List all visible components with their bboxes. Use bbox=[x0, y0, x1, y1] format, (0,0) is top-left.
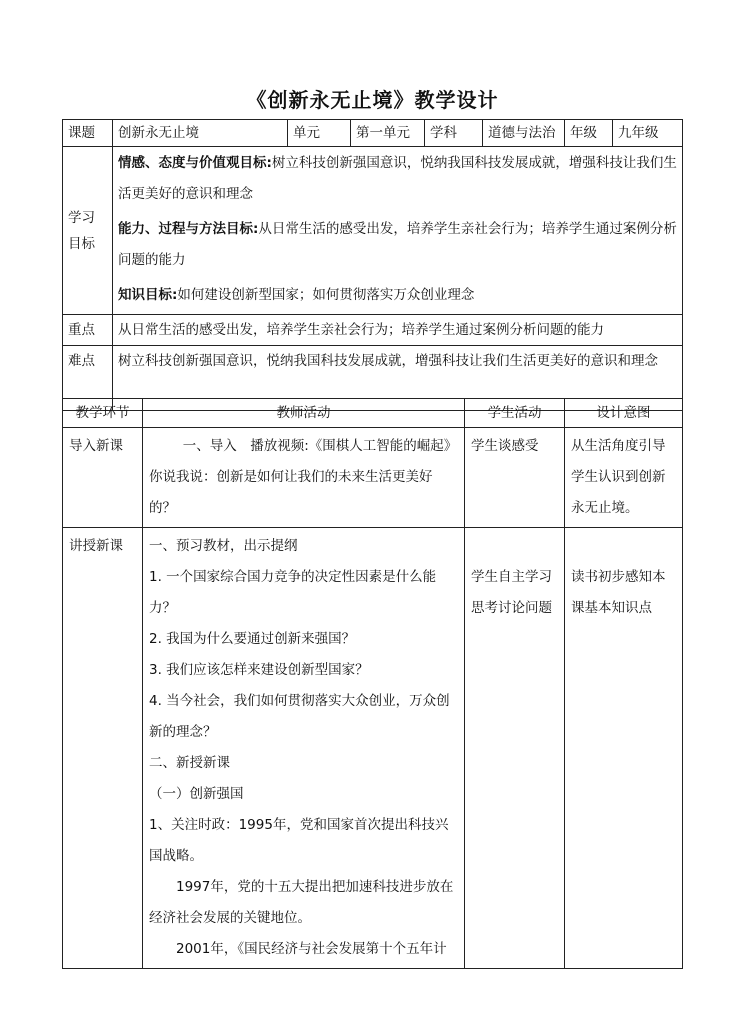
lesson-info-table bbox=[62, 119, 683, 411]
lesson-value: 创新永无止境 bbox=[113, 120, 288, 147]
goal-text-knowledge: 如何建设创新型国家；如何贯彻落实万众创业理念 bbox=[177, 287, 475, 303]
grade-label: 年级 bbox=[565, 120, 613, 147]
lesson-header-row bbox=[63, 120, 683, 147]
goal-key-ability: 能力、过程与方法目标: bbox=[118, 221, 259, 237]
teacher-line: 2001年，《国民经济与社会发展第十个五年计 bbox=[176, 941, 447, 957]
subject-value: 道德与法治 bbox=[483, 120, 565, 147]
goal-item-ability bbox=[118, 214, 677, 276]
new-lesson-stage: 讲授新课 bbox=[63, 528, 143, 969]
header-teacher: 教师活动 bbox=[143, 399, 465, 428]
goal-item-knowledge bbox=[118, 280, 677, 311]
intro-student: 学生谈感受 bbox=[465, 428, 565, 528]
header-student: 学生活动 bbox=[465, 399, 565, 428]
key-points-text: 从日常生活的感受出发，培养学生亲社会行为；培养学生通过案例分析问题的能力 bbox=[113, 315, 683, 346]
key-points-row bbox=[63, 315, 683, 346]
intro-teacher: 一、导入 播放视频:《围棋人工智能的崛起》你说我说：创新是如何让我们的未来生活更美好的？ bbox=[143, 428, 465, 528]
header-intent: 设计意图 bbox=[565, 399, 683, 428]
teacher-line: 二、新授新课 bbox=[149, 755, 230, 771]
difficulties-text: 树立科技创新强国意识，悦纳我国科技发展成就，增强科技让我们生活更美好的意识和理念 bbox=[113, 346, 683, 411]
intro-stage: 导入新课 bbox=[63, 428, 143, 528]
goal-key-knowledge: 知识目标: bbox=[118, 287, 178, 303]
goals-row bbox=[63, 147, 683, 315]
teacher-line: 1. 一个国家综合国力竞争的决定性因素是什么能力？ bbox=[149, 569, 437, 616]
teacher-line: 3. 我们应该怎样来建设创新型国家？ bbox=[149, 662, 369, 678]
new-lesson-intent: 读书初步感知本课基本知识点 bbox=[565, 528, 683, 969]
teacher-line: 一、预习教材，出示提纲 bbox=[149, 538, 298, 554]
goals-label-line1: 学习 bbox=[68, 209, 95, 226]
teacher-line: 1997年，党的十五大提出把加速科技进步放在经济社会发展的关键地位。 bbox=[149, 879, 454, 926]
unit-value: 第一单元 bbox=[351, 120, 425, 147]
goal-key-emotion: 情感、态度与价值观目标: bbox=[118, 155, 272, 171]
teaching-process-table bbox=[62, 398, 683, 969]
teacher-line: 4. 当今社会，我们如何贯彻落实大众创业，万众创新的理念？ bbox=[149, 693, 450, 740]
new-lesson-teacher bbox=[143, 528, 465, 969]
goals-label-line2: 目标 bbox=[68, 235, 95, 252]
new-lesson-student: 学生自主学习思考讨论问题 bbox=[465, 528, 565, 969]
goals-label bbox=[63, 147, 113, 315]
header-stage: 教学环节 bbox=[63, 399, 143, 428]
difficulties-label: 难点 bbox=[63, 346, 113, 411]
document-title: 《创新永无止境》教学设计 bbox=[246, 88, 499, 112]
subject-label: 学科 bbox=[425, 120, 483, 147]
unit-label: 单元 bbox=[288, 120, 351, 147]
goal-text-emotion: 树立科技创新强国意识，悦纳我国科技发展成就，增强科技让我们生活更美好的意识和理念 bbox=[118, 155, 677, 202]
key-points-label: 重点 bbox=[63, 315, 113, 346]
new-lesson-row bbox=[63, 528, 683, 969]
lesson-label: 课题 bbox=[63, 120, 113, 147]
process-header-row bbox=[63, 399, 683, 428]
teacher-line: 2. 我国为什么要通过创新来强国？ bbox=[149, 631, 356, 647]
goal-text-ability: 从日常生活的感受出发，培养学生亲社会行为；培养学生通过案例分析问题的能力 bbox=[118, 221, 677, 268]
goals-content bbox=[113, 147, 683, 315]
grade-value: 九年级 bbox=[613, 120, 683, 147]
intro-intent: 从生活角度引导学生认识到创新永无止境。 bbox=[565, 428, 683, 528]
teacher-line: 1、关注时政：1995年，党和国家首次提出科技兴国战略。 bbox=[149, 817, 449, 864]
teacher-line: （一）创新强国 bbox=[149, 786, 244, 802]
intro-row bbox=[63, 428, 683, 528]
goal-item-emotion bbox=[118, 148, 677, 210]
